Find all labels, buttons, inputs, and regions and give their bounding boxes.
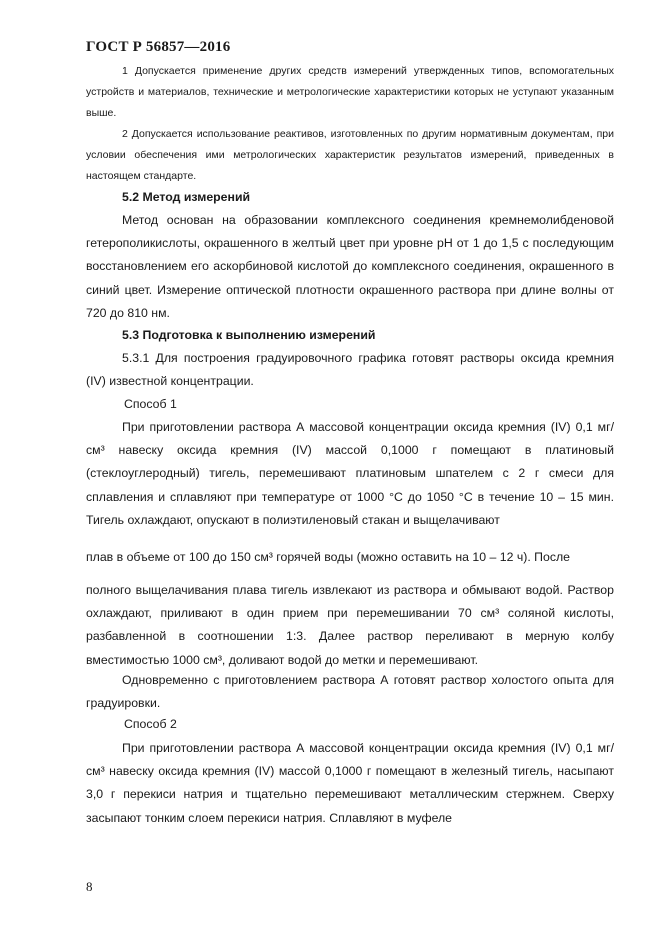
section-5-2-title: 5.2 Метод измерений	[122, 190, 251, 204]
paragraph-5-3-1	[86, 347, 614, 393]
blank-solution-text: Одновременно с приготовлением раствора А готовят раствор холостого опыта для градуировки.	[86, 673, 614, 711]
method-2-text: При приготовлении раствора А массовой концентрации оксида кремния (IV) 0,1 мг/см³ навеску оксида кремния (IV) массой 0,1000 г помещают в железный тигель, насыпают 3,0 г перекиси натрия и тщательно перемешивают металлическим стержнем. Сверху засыпают тонким слоем перекиси натрия. Сплавляют в муфеле	[86, 741, 614, 825]
note-1	[86, 61, 614, 124]
method-2-label: Способ 2	[124, 717, 177, 731]
section-5-3-title: 5.3 Подготовка к выполнению измерений	[122, 328, 376, 342]
note-2	[86, 124, 614, 187]
section-5-2-paragraph	[86, 209, 614, 325]
method-1-line-continued	[86, 546, 614, 569]
method-1-label: Способ 1	[124, 397, 177, 411]
document-header: ГОСТ Р 56857—2016	[86, 39, 231, 55]
method-1-text-part2: плав в объеме от 100 до 150 см³ горячей воды (можно оставить на 10 – 12 ч). После	[86, 550, 571, 564]
page-number: 8	[86, 879, 93, 894]
note-1-text: 1 Допускается применение других средств измерений утвержденных типов, вспомогательных устройств и материалов, технические и метрологические характеристики которых не уступают указанным выше.	[86, 65, 614, 119]
method-1-paragraph-end	[86, 579, 614, 672]
blank-solution-paragraph	[86, 669, 614, 715]
method-1-paragraph	[86, 416, 614, 532]
method-1-text-part3: полного выщелачивания плава тигель извлекают из раствора и обмывают водой. Раствор охлаждают, приливают в один прием при перемешивании 70 см³ соляной кислоты, разбавленной в соотношении 1:3. Далее раствор переливают в мерную колбу вместимостью 1000 см³, доливают водой до метки и перемешивают.	[86, 583, 614, 667]
section-5-2-text: Метод основан на образовании комплексного соединения кремнемолибденовой гетерополикислоты, окрашенного в желтый цвет при уровне рН от 1 до 1,5 с последующим восстановлением его аскорбиновой кислотой до комплексного соединения, окрашенного в синий цвет. Измерение оптической плотности окрашенного раствора при длине волны от 720 до 810 нм.	[86, 213, 614, 320]
paragraph-5-3-1-text: 5.3.1 Для построения градуировочного графика готовят растворы оксида кремния (IV) известной концентрации.	[86, 351, 614, 389]
note-2-text: 2 Допускается использование реактивов, изготовленных по другим нормативным документам, при условии обеспечения ими метрологических характеристик результатов измерений, приведенных в настоящем стандарте.	[86, 128, 614, 182]
method-1-text-part1: При приготовлении раствора А массовой концентрации оксида кремния (IV) 0,1 мг/см³ навеску оксида кремния (IV) массой 0,1000 г помещают в платиновый (стеклоуглеродный) тигель, перемешивают платиновым шпателем с 2 г смеси для сплавления и сплавляют при температуре от 1000 °С до 1050 °С в течение 10 – 15 мин. Тигель охлаждают, опускают в полиэтиленовый стакан и выщелачивают	[86, 420, 614, 527]
method-2-paragraph	[86, 737, 614, 830]
